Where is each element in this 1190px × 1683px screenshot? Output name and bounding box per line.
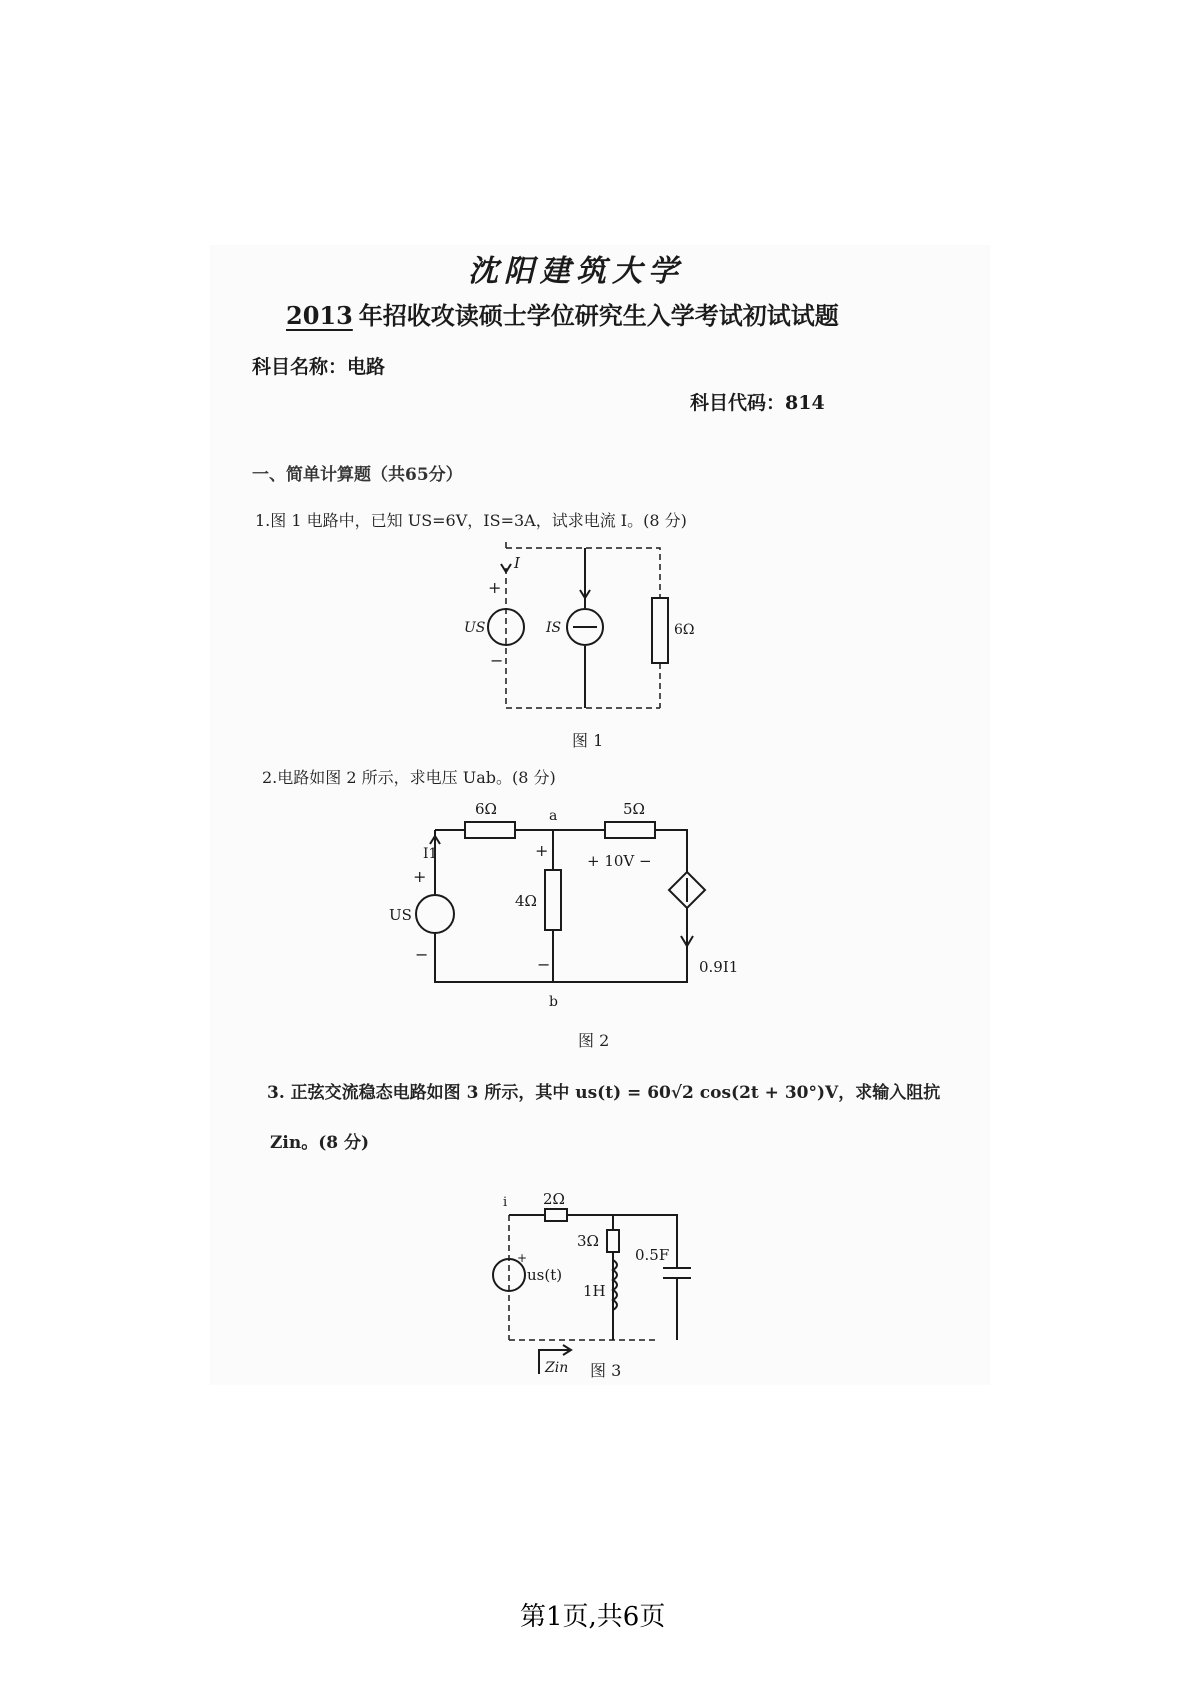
fig2-node-b: b (549, 994, 558, 1010)
fig2-4ohm-minus: − (537, 955, 551, 974)
fig2-10v-label: + 10V − (587, 852, 652, 870)
question-1-text: 1.图 1 电路中，已知 US=6V，IS=3A，试求电流 I。(8 分) (255, 511, 687, 530)
figure-3-caption: 图 3 (590, 1361, 622, 1380)
fig1-bottom-wire (506, 568, 660, 708)
fig2-resistor-5ohm (605, 822, 655, 838)
fig1-top-wire (506, 538, 660, 598)
fig2-r1-label: 6Ω (475, 800, 497, 818)
fig2-src-minus: − (415, 945, 429, 964)
exam-title-text: 年招收攻读硕士学位研究生入学考试初试试题 (358, 301, 839, 330)
exam-title (262, 296, 839, 331)
fig1-current-label: I (514, 554, 520, 572)
fig2-voltage-source (416, 895, 454, 933)
exam-year: 2013 (286, 301, 353, 330)
subject-name-label: 科目名称： (252, 356, 348, 378)
fig1-us-label: US (464, 620, 486, 636)
section-title: 一、简单计算题（共65分） (252, 465, 463, 485)
fig2-resistor-4ohm (545, 870, 561, 930)
fig1-plus: + (488, 578, 502, 597)
fig2-r2-label: 5Ω (623, 800, 645, 818)
subject-code-value: 814 (785, 392, 825, 414)
fig1-is-label: IS (546, 620, 562, 636)
fig2-node-a: a (549, 808, 558, 824)
fig3-r2-label: 3Ω (577, 1232, 599, 1250)
fig3-resistor-3ohm (607, 1230, 619, 1252)
fig3-capacitor (663, 1268, 691, 1278)
fig3-zin-label: Zin (545, 1360, 569, 1376)
fig3-i-label: i (503, 1195, 508, 1210)
subject-name (252, 352, 385, 379)
fig2-resistor-6ohm (465, 822, 515, 838)
fig3-l-label: 1H (583, 1282, 606, 1300)
figure-2-caption: 图 2 (578, 1031, 610, 1050)
page-number: 第1页,共6页 (520, 1602, 666, 1632)
fig3-src-label: us(t) (527, 1266, 563, 1284)
figure-2-circuit (375, 790, 755, 1010)
fig2-i1-label: I1 (423, 846, 438, 862)
figure-1-circuit (464, 538, 695, 718)
fig1-r-label: 6Ω (674, 622, 695, 638)
fig2-r3-label: 4Ω (515, 892, 537, 910)
fig1-minus: − (490, 651, 504, 670)
fig3-r1-label: 2Ω (543, 1190, 565, 1208)
fig1-resistor (652, 598, 668, 663)
fig3-resistor-2ohm (545, 1209, 567, 1221)
fig2-dep-label: 0.9I1 (699, 958, 739, 976)
question-3-text-2: Zin。(8 分) (270, 1133, 370, 1153)
question-2-text: 2.电路如图 2 所示，求电压 Uab。(8 分) (262, 768, 556, 787)
figure-1-caption: 图 1 (572, 731, 604, 750)
university-name: 沈阳建筑大学 (468, 254, 684, 289)
subject-name-value: 电路 (347, 356, 386, 378)
subject-code-label: 科目代码： (690, 392, 786, 414)
fig3-c-label: 0.5F (635, 1246, 670, 1264)
subject-code (690, 388, 825, 415)
fig2-4ohm-plus: + (535, 841, 549, 860)
fig2-src-plus: + (413, 867, 427, 886)
fig3-src-plus: + (517, 1251, 528, 1265)
figure-3-circuit (495, 1190, 715, 1380)
fig2-us-label: US (389, 906, 412, 924)
question-3-text: 3. 正弦交流稳态电路如图 3 所示，其中 us(t) = 60√2 cos(2t + 30°)V，求输入阻抗 (267, 1083, 941, 1103)
